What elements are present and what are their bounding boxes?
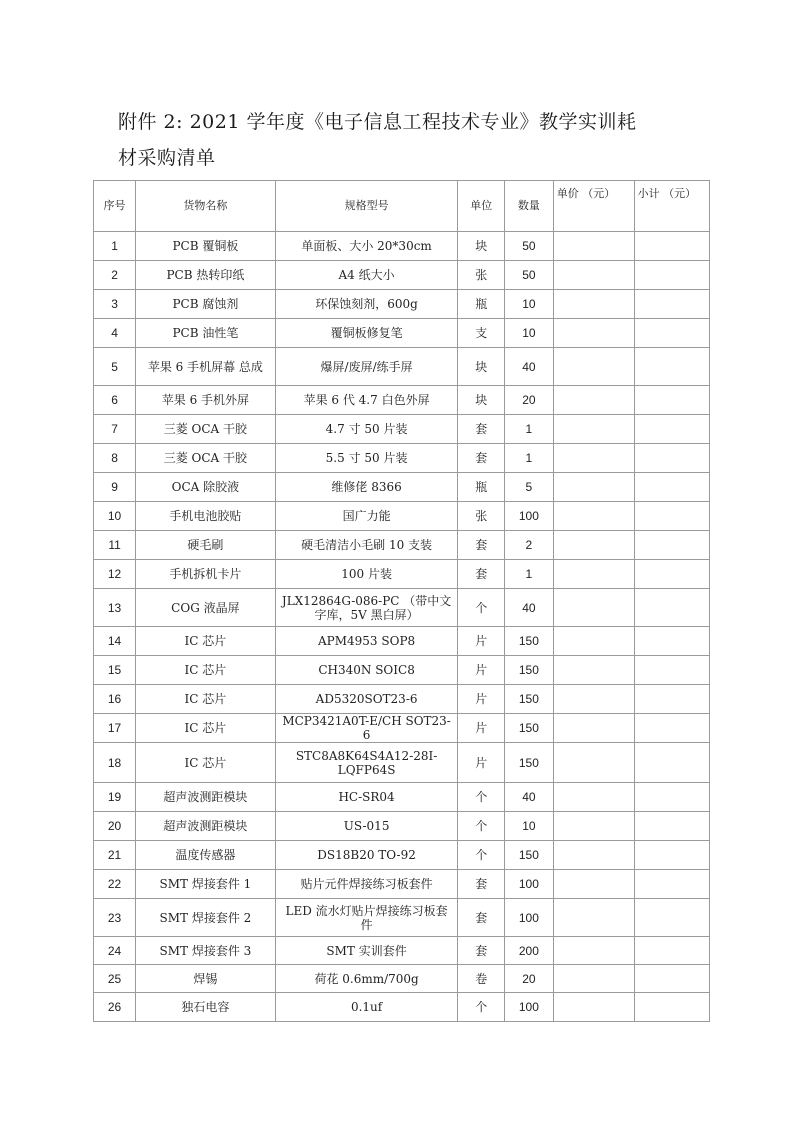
table-row: [94, 841, 710, 870]
cell-spec: 环保蚀刻剂，600g: [275, 290, 458, 319]
header-no: 序号: [94, 181, 136, 232]
header-unit: 单位: [458, 181, 505, 232]
cell-subtotal: [634, 531, 709, 560]
cell-price: [553, 319, 634, 348]
cell-unit: 片: [458, 627, 505, 656]
cell-qty: 150: [505, 627, 554, 656]
cell-spec: SMT 实训套件: [275, 937, 458, 965]
table-row: [94, 502, 710, 531]
cell-unit: 套: [458, 444, 505, 473]
cell-no: 9: [94, 473, 136, 502]
cell-subtotal: [634, 319, 709, 348]
cell-name: COG 液晶屏: [136, 589, 276, 627]
cell-qty: 1: [505, 560, 554, 589]
cell-spec: MCP3421A0T-E/CH SOT23-6: [275, 714, 458, 743]
table-row: [94, 685, 710, 714]
table-row: [94, 965, 710, 993]
cell-name: PCB 油性笔: [136, 319, 276, 348]
cell-no: 6: [94, 386, 136, 415]
cell-qty: 5: [505, 473, 554, 502]
cell-no: 7: [94, 415, 136, 444]
cell-spec: DS18B20 TO-92: [275, 841, 458, 870]
cell-no: 10: [94, 502, 136, 531]
cell-unit: 块: [458, 232, 505, 261]
cell-subtotal: [634, 743, 709, 783]
cell-subtotal: [634, 502, 709, 531]
table-row: [94, 232, 710, 261]
cell-no: 24: [94, 937, 136, 965]
cell-subtotal: [634, 812, 709, 841]
cell-unit: 套: [458, 531, 505, 560]
cell-qty: 40: [505, 783, 554, 812]
table-row: [94, 899, 710, 937]
cell-no: 14: [94, 627, 136, 656]
cell-qty: 10: [505, 812, 554, 841]
cell-subtotal: [634, 899, 709, 937]
table-row: [94, 627, 710, 656]
cell-qty: 150: [505, 656, 554, 685]
table-row: [94, 560, 710, 589]
cell-name: 手机拆机卡片: [136, 560, 276, 589]
cell-no: 21: [94, 841, 136, 870]
cell-unit: 套: [458, 870, 505, 899]
cell-qty: 150: [505, 841, 554, 870]
cell-spec: HC-SR04: [275, 783, 458, 812]
cell-subtotal: [634, 290, 709, 319]
cell-price: [553, 870, 634, 899]
cell-no: 15: [94, 656, 136, 685]
cell-name: 硬毛刷: [136, 531, 276, 560]
cell-price: [553, 473, 634, 502]
cell-price: [553, 531, 634, 560]
cell-unit: 瓶: [458, 290, 505, 319]
cell-unit: 套: [458, 560, 505, 589]
cell-name: 苹果 6 手机外屏: [136, 386, 276, 415]
table-row: [94, 714, 710, 743]
table-row: [94, 743, 710, 783]
table-body: [94, 232, 710, 1022]
cell-unit: 片: [458, 685, 505, 714]
cell-spec: 爆屏/废屏/练手屏: [275, 348, 458, 386]
cell-price: [553, 743, 634, 783]
header-qty: 数量: [505, 181, 554, 232]
cell-name: 温度传感器: [136, 841, 276, 870]
cell-unit: 瓶: [458, 473, 505, 502]
cell-price: [553, 348, 634, 386]
cell-qty: 100: [505, 870, 554, 899]
cell-unit: 张: [458, 502, 505, 531]
cell-subtotal: [634, 783, 709, 812]
cell-price: [553, 899, 634, 937]
cell-subtotal: [634, 937, 709, 965]
header-price: 单价 （元）: [553, 181, 634, 232]
cell-no: 26: [94, 993, 136, 1022]
cell-spec: 单面板、大小 20*30cm: [275, 232, 458, 261]
cell-subtotal: [634, 589, 709, 627]
cell-unit: 个: [458, 812, 505, 841]
cell-subtotal: [634, 261, 709, 290]
cell-spec: 苹果 6 代 4.7 白色外屏: [275, 386, 458, 415]
cell-spec: AD5320SOT23-6: [275, 685, 458, 714]
cell-name: PCB 腐蚀剂: [136, 290, 276, 319]
cell-no: 12: [94, 560, 136, 589]
cell-price: [553, 812, 634, 841]
cell-price: [553, 560, 634, 589]
table-row: [94, 319, 710, 348]
table-row: [94, 812, 710, 841]
cell-unit: 卷: [458, 965, 505, 993]
cell-price: [553, 937, 634, 965]
cell-price: [553, 783, 634, 812]
cell-price: [553, 965, 634, 993]
cell-no: 5: [94, 348, 136, 386]
cell-price: [553, 656, 634, 685]
cell-qty: 100: [505, 502, 554, 531]
cell-no: 18: [94, 743, 136, 783]
cell-spec: 荷花 0.6mm/700g: [275, 965, 458, 993]
cell-price: [553, 841, 634, 870]
table-row: [94, 415, 710, 444]
header-name: 货物名称: [136, 181, 276, 232]
table-row: [94, 870, 710, 899]
cell-unit: 片: [458, 743, 505, 783]
cell-no: 17: [94, 714, 136, 743]
cell-spec: 覆铜板修复笔: [275, 319, 458, 348]
cell-spec: APM4953 SOP8: [275, 627, 458, 656]
table-row: [94, 656, 710, 685]
cell-name: SMT 焊接套件 1: [136, 870, 276, 899]
cell-name: IC 芯片: [136, 743, 276, 783]
cell-name: 手机电池胶贴: [136, 502, 276, 531]
cell-spec: US-015: [275, 812, 458, 841]
cell-subtotal: [634, 841, 709, 870]
cell-name: 焊锡: [136, 965, 276, 993]
cell-price: [553, 627, 634, 656]
cell-subtotal: [634, 993, 709, 1022]
cell-qty: 40: [505, 589, 554, 627]
cell-spec: LED 流水灯贴片焊接练习板套 件: [275, 899, 458, 937]
document-title: [118, 104, 678, 176]
cell-name: PCB 热转印纸: [136, 261, 276, 290]
cell-name: SMT 焊接套件 2: [136, 899, 276, 937]
cell-no: 13: [94, 589, 136, 627]
cell-unit: 片: [458, 714, 505, 743]
cell-no: 20: [94, 812, 136, 841]
cell-name: 三菱 OCA 干胶: [136, 415, 276, 444]
cell-no: 2: [94, 261, 136, 290]
cell-qty: 150: [505, 714, 554, 743]
table-row: [94, 386, 710, 415]
header-subtotal: 小计 （元）: [634, 181, 709, 232]
cell-name: IC 芯片: [136, 714, 276, 743]
cell-no: 19: [94, 783, 136, 812]
cell-price: [553, 444, 634, 473]
cell-price: [553, 589, 634, 627]
cell-qty: 20: [505, 965, 554, 993]
cell-price: [553, 685, 634, 714]
cell-qty: 150: [505, 685, 554, 714]
table-row: [94, 783, 710, 812]
cell-spec: A4 纸大小: [275, 261, 458, 290]
cell-qty: 150: [505, 743, 554, 783]
cell-unit: 支: [458, 319, 505, 348]
cell-qty: 1: [505, 415, 554, 444]
cell-spec: 硬毛清洁小毛刷 10 支装: [275, 531, 458, 560]
cell-subtotal: [634, 415, 709, 444]
cell-spec: 100 片装: [275, 560, 458, 589]
cell-subtotal: [634, 656, 709, 685]
table-row: [94, 531, 710, 560]
cell-no: 25: [94, 965, 136, 993]
cell-spec: CH340N SOIC8: [275, 656, 458, 685]
cell-price: [553, 502, 634, 531]
cell-name: 超声波测距模块: [136, 812, 276, 841]
cell-price: [553, 714, 634, 743]
procurement-table: [93, 180, 710, 1022]
cell-spec: STC8A8K64S4A12-28I-LQFP64S: [275, 743, 458, 783]
cell-subtotal: [634, 444, 709, 473]
cell-qty: 50: [505, 232, 554, 261]
cell-subtotal: [634, 965, 709, 993]
table-header-row: [94, 181, 710, 232]
cell-price: [553, 386, 634, 415]
cell-subtotal: [634, 348, 709, 386]
cell-qty: 40: [505, 348, 554, 386]
cell-price: [553, 415, 634, 444]
cell-unit: 套: [458, 415, 505, 444]
cell-price: [553, 290, 634, 319]
table-row: [94, 444, 710, 473]
title-line-2: 材采购清单: [118, 147, 216, 169]
cell-unit: 套: [458, 937, 505, 965]
table-row: [94, 473, 710, 502]
cell-no: 16: [94, 685, 136, 714]
cell-no: 3: [94, 290, 136, 319]
cell-name: IC 芯片: [136, 685, 276, 714]
cell-subtotal: [634, 627, 709, 656]
cell-no: 23: [94, 899, 136, 937]
cell-subtotal: [634, 232, 709, 261]
cell-unit: 片: [458, 656, 505, 685]
cell-no: 11: [94, 531, 136, 560]
cell-name: 独石电容: [136, 993, 276, 1022]
cell-no: 4: [94, 319, 136, 348]
cell-unit: 个: [458, 993, 505, 1022]
cell-name: SMT 焊接套件 3: [136, 937, 276, 965]
cell-spec: JLX12864G-086-PC （带中文字库，5V 黑白屏）: [275, 589, 458, 627]
cell-unit: 个: [458, 841, 505, 870]
cell-unit: 块: [458, 386, 505, 415]
title-line-1: 附件 2: 2021 学年度《电子信息工程技术专业》教学实训耗: [118, 111, 637, 133]
header-spec: 规格型号: [275, 181, 458, 232]
cell-qty: 10: [505, 319, 554, 348]
cell-qty: 50: [505, 261, 554, 290]
cell-name: OCA 除胶液: [136, 473, 276, 502]
cell-spec: 贴片元件焊接练习板套件: [275, 870, 458, 899]
cell-qty: 1: [505, 444, 554, 473]
cell-name: 苹果 6 手机屏幕 总成: [136, 348, 276, 386]
table-row: [94, 937, 710, 965]
cell-unit: 个: [458, 783, 505, 812]
table-row: [94, 261, 710, 290]
cell-qty: 100: [505, 899, 554, 937]
cell-spec: 0.1uf: [275, 993, 458, 1022]
cell-name: 超声波测距模块: [136, 783, 276, 812]
cell-subtotal: [634, 560, 709, 589]
cell-name: 三菱 OCA 干胶: [136, 444, 276, 473]
cell-subtotal: [634, 714, 709, 743]
cell-price: [553, 232, 634, 261]
cell-spec: 维修佬 8366: [275, 473, 458, 502]
cell-name: PCB 覆铜板: [136, 232, 276, 261]
cell-no: 8: [94, 444, 136, 473]
cell-qty: 200: [505, 937, 554, 965]
cell-spec: 国广力能: [275, 502, 458, 531]
cell-subtotal: [634, 473, 709, 502]
cell-subtotal: [634, 870, 709, 899]
cell-qty: 20: [505, 386, 554, 415]
cell-unit: 块: [458, 348, 505, 386]
cell-unit: 套: [458, 899, 505, 937]
cell-spec: 4.7 寸 50 片装: [275, 415, 458, 444]
cell-qty: 2: [505, 531, 554, 560]
cell-no: 1: [94, 232, 136, 261]
table-row: [94, 589, 710, 627]
cell-unit: 张: [458, 261, 505, 290]
cell-price: [553, 993, 634, 1022]
cell-price: [553, 261, 634, 290]
table-row: [94, 348, 710, 386]
cell-name: IC 芯片: [136, 656, 276, 685]
cell-subtotal: [634, 386, 709, 415]
cell-qty: 10: [505, 290, 554, 319]
cell-qty: 100: [505, 993, 554, 1022]
cell-unit: 个: [458, 589, 505, 627]
cell-no: 22: [94, 870, 136, 899]
cell-subtotal: [634, 685, 709, 714]
cell-spec: 5.5 寸 50 片装: [275, 444, 458, 473]
table-row: [94, 993, 710, 1022]
cell-name: IC 芯片: [136, 627, 276, 656]
table-row: [94, 290, 710, 319]
